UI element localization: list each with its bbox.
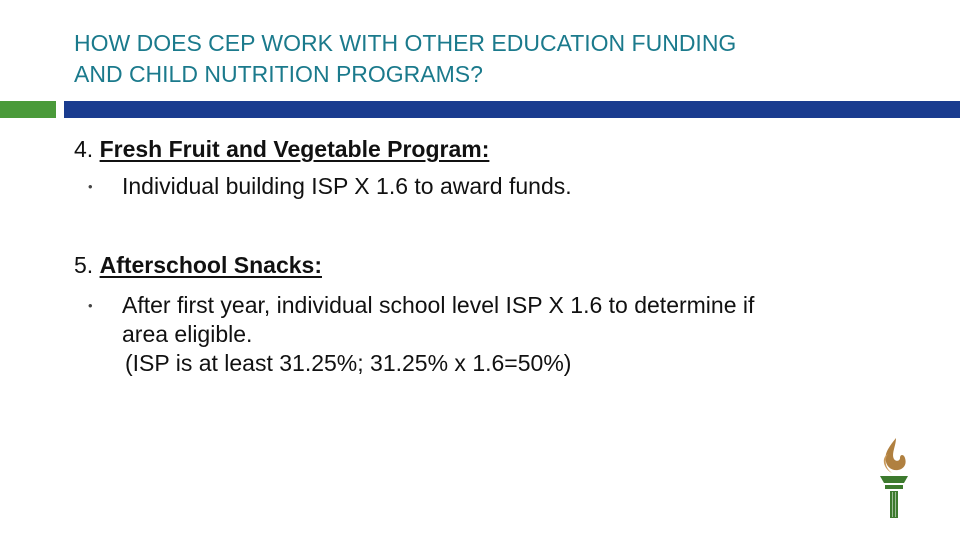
section-heading: [74, 251, 914, 279]
slide-title-line-2: AND CHILD NUTRITION PROGRAMS?: [74, 61, 483, 87]
torch-flame: [885, 438, 905, 470]
torch-band: [885, 485, 903, 489]
slide-title-line-1: HOW DOES CEP WORK WITH OTHER EDUCATION FUNDING: [74, 30, 737, 56]
slide-title: [74, 28, 934, 90]
bullet-text: Individual building ISP X 1.6 to award funds.: [122, 173, 572, 199]
torch-handle-line-right: [895, 492, 896, 517]
section-afterschool-snacks: [74, 251, 914, 378]
section-number: 5.: [74, 252, 94, 278]
bullet-text-line-1: After first year, individual school level ISP X 1.6 to determine if: [122, 292, 755, 318]
section-heading: [74, 135, 914, 163]
bullet-dot: •: [88, 179, 93, 194]
bullet-note: (ISP is at least 31.25%; 31.25% x 1.6=50%): [125, 350, 572, 376]
torch-cup: [880, 476, 908, 483]
bullet-text-line-2: area eligible.: [122, 321, 253, 347]
section-number: 4.: [74, 136, 94, 162]
section-label: Afterschool Snacks:: [99, 252, 322, 278]
section-fresh-fruit-vegetable: [74, 135, 914, 201]
title-divider-green: [0, 101, 56, 118]
section-label: Fresh Fruit and Vegetable Program:: [99, 136, 490, 162]
torch-handle-line-left: [892, 492, 893, 517]
bullet-dot: •: [88, 298, 93, 313]
bullet-item: [88, 172, 914, 201]
bullet-item: [88, 291, 914, 378]
torch-handle: [890, 491, 898, 518]
torch-logo-icon: [874, 436, 914, 520]
title-divider-navy: [64, 101, 960, 118]
